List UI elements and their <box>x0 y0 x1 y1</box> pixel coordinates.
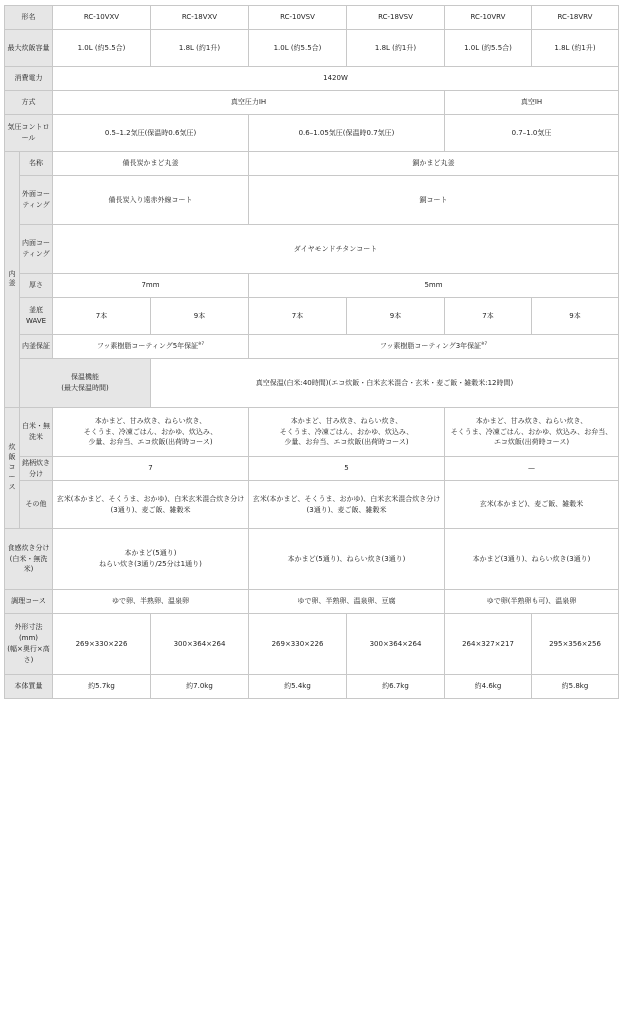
pressure-value: 0.6–1.05気圧(保温時0.7気圧) <box>249 115 445 152</box>
weight-value: 約6.7kg <box>347 675 445 699</box>
pot-thickness-value: 5mm <box>249 274 619 298</box>
capacity-value: 1.0L (約5.5合) <box>445 30 532 67</box>
pot-thickness-label: 厚さ <box>20 274 53 298</box>
model-name: RC-18VXV <box>151 6 249 30</box>
capacity-value: 1.8L (約1升) <box>532 30 619 67</box>
method-value: 真空IH <box>445 91 619 115</box>
row-pressure <box>5 115 619 152</box>
row-model <box>5 6 619 30</box>
spec-table <box>4 5 619 699</box>
pot-group-text: 内釜 <box>8 269 16 288</box>
pot-warranty-value <box>53 335 249 359</box>
row-course-other <box>5 481 619 529</box>
pot-name-value: 備長炭かまど丸釜 <box>53 152 249 176</box>
course-group-label <box>5 408 20 529</box>
dimensions-value: 269×330×226 <box>53 614 151 675</box>
pot-inner-label: 内面コーティング <box>20 225 53 274</box>
row-pot-thickness <box>5 274 619 298</box>
weight-label: 本体質量 <box>5 675 53 699</box>
pot-wave-value: 7本 <box>249 298 347 335</box>
pot-wave-value: 9本 <box>151 298 249 335</box>
course-other-label: その他 <box>20 481 53 529</box>
row-capacity <box>5 30 619 67</box>
pot-thickness-value: 7mm <box>53 274 249 298</box>
pressure-label: 気圧コントロール <box>5 115 53 152</box>
cooking-label: 調理コース <box>5 590 53 614</box>
dimensions-value: 300×364×264 <box>347 614 445 675</box>
row-pot-wave <box>5 298 619 335</box>
row-weight <box>5 675 619 699</box>
capacity-value: 1.8L (約1升) <box>151 30 249 67</box>
course-group-text: 炊飯コース <box>8 443 16 491</box>
keep-warm-value: 真空保温(白米:40時間)(エコ炊飯・白米玄米混合・玄米・麦ご飯・雑穀米:12時間) <box>151 359 619 408</box>
row-cooking <box>5 590 619 614</box>
capacity-label: 最大炊飯容量 <box>5 30 53 67</box>
course-white-value: 本かまど、甘み炊き、ねらい炊き、 そくうま、冷凍ごはん、おかゆ、炊込み、 少量、お弁当、エコ炊飯(出荷時コース) <box>53 408 249 457</box>
pot-warranty-text: フッ素樹脂コーティング5年保証 <box>96 342 199 351</box>
pot-wave-value: 7本 <box>445 298 532 335</box>
pot-inner-value: ダイヤモンドチタンコート <box>53 225 619 274</box>
texture-value: 本かまど(5通り)、ねらい炊き(3通り) <box>249 529 445 590</box>
row-method <box>5 91 619 115</box>
course-brand-value: — <box>445 457 619 481</box>
footnote-mark: ※7 <box>198 341 205 347</box>
weight-value: 約5.8kg <box>532 675 619 699</box>
model-name: RC-10VRV <box>445 6 532 30</box>
pot-wave-value: 7本 <box>53 298 151 335</box>
row-keep-warm <box>5 359 619 408</box>
pot-warranty-label: 内釜保証 <box>20 335 53 359</box>
course-white-value: 本かまど、甘み炊き、ねらい炊き、 そくうま、冷凍ごはん、おかゆ、炊込み、お弁当、 エコ炊飯(出荷時コース) <box>445 408 619 457</box>
pot-name-value: 銅かまど丸釜 <box>249 152 619 176</box>
pot-warranty-text: フッ素樹脂コーティング3年保証 <box>379 342 482 351</box>
pressure-value: 0.5–1.2気圧(保温時0.6気圧) <box>53 115 249 152</box>
model-name: RC-18VRV <box>532 6 619 30</box>
pot-wave-value: 9本 <box>532 298 619 335</box>
cooking-value: ゆで卵、半熟卵、温泉卵、豆腐 <box>249 590 445 614</box>
dimensions-value: 264×327×217 <box>445 614 532 675</box>
pot-outer-label: 外面コーティング <box>20 176 53 225</box>
course-white-label: 白米・無洗米 <box>20 408 53 457</box>
texture-value: 本かまど(3通り)、ねらい炊き(3通り) <box>445 529 619 590</box>
pot-wave-label: 釜底WAVE <box>20 298 53 335</box>
power-label: 消費電力 <box>5 67 53 91</box>
cooking-value: ゆで卵(半熟卵も可)、温泉卵 <box>445 590 619 614</box>
keep-warm-label: 保温機能 (最大保温時間) <box>20 359 151 408</box>
row-pot-warranty <box>5 335 619 359</box>
row-pot-outer <box>5 176 619 225</box>
row-dimensions <box>5 614 619 675</box>
model-name: RC-10VSV <box>249 6 347 30</box>
row-pot-name <box>5 152 619 176</box>
row-texture <box>5 529 619 590</box>
pot-group-label <box>5 152 20 408</box>
course-other-value: 玄米(本かまど、そくうま、おかゆ)、白米玄米混合炊き分け(3通り)、麦ご飯、雑穀米 <box>249 481 445 529</box>
capacity-value: 1.8L (約1升) <box>347 30 445 67</box>
texture-value: 本かまど(5通り) ねらい炊き(3通り/25分は1通り) <box>53 529 249 590</box>
course-other-value: 玄米(本かまど、そくうま、おかゆ)、白米玄米混合炊き分け(3通り)、麦ご飯、雑穀米 <box>53 481 249 529</box>
course-brand-value: 7 <box>53 457 249 481</box>
course-brand-value: 5 <box>249 457 445 481</box>
course-other-value: 玄米(本かまど)、麦ご飯、雑穀米 <box>445 481 619 529</box>
model-name: RC-18VSV <box>347 6 445 30</box>
cooking-value: ゆで卵、半熟卵、温泉卵 <box>53 590 249 614</box>
method-label: 方式 <box>5 91 53 115</box>
capacity-value: 1.0L (約5.5合) <box>249 30 347 67</box>
model-label: 形名 <box>5 6 53 30</box>
pot-outer-value: 備長炭入り遠赤外線コート <box>53 176 249 225</box>
dimensions-value: 300×364×264 <box>151 614 249 675</box>
course-brand-label: 銘柄炊き分け <box>20 457 53 481</box>
pot-outer-value: 銅コート <box>249 176 619 225</box>
dimensions-value: 295×356×256 <box>532 614 619 675</box>
row-course-white <box>5 408 619 457</box>
dimensions-value: 269×330×226 <box>249 614 347 675</box>
dimensions-label: 外形寸法 (mm) (幅×奥行×高さ) <box>5 614 53 675</box>
capacity-value: 1.0L (約5.5合) <box>53 30 151 67</box>
pot-name-label: 名称 <box>20 152 53 176</box>
model-name: RC-10VXV <box>53 6 151 30</box>
method-value: 真空圧力IH <box>53 91 445 115</box>
pressure-value: 0.7–1.0気圧 <box>445 115 619 152</box>
pot-warranty-value <box>249 335 619 359</box>
footnote-mark: ※7 <box>481 341 488 347</box>
course-white-value: 本かまど、甘み炊き、ねらい炊き、 そくうま、冷凍ごはん、おかゆ、炊込み、 少量、お弁当、エコ炊飯(出荷時コース) <box>249 408 445 457</box>
weight-value: 約7.0kg <box>151 675 249 699</box>
texture-label: 食感炊き分け (白米・無洗米) <box>5 529 53 590</box>
row-power <box>5 67 619 91</box>
weight-value: 約5.7kg <box>53 675 151 699</box>
weight-value: 約5.4kg <box>249 675 347 699</box>
row-pot-inner <box>5 225 619 274</box>
pot-wave-value: 9本 <box>347 298 445 335</box>
power-value: 1420W <box>53 67 619 91</box>
row-course-brand <box>5 457 619 481</box>
weight-value: 約4.6kg <box>445 675 532 699</box>
